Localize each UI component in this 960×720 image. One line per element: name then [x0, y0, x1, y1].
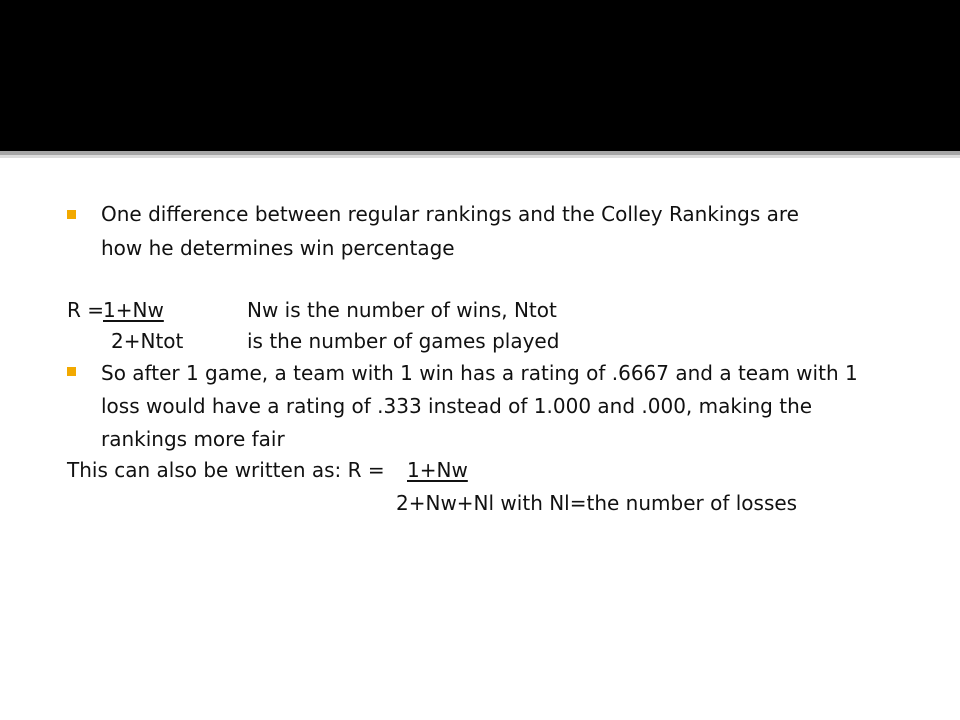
formula1-numerator: 1+Nw: [103, 298, 164, 322]
bullet2-line1: So after 1 game, a team with 1 win has a rating of .6667 and a team with 1: [101, 361, 858, 385]
bullet-square-icon: [67, 210, 76, 219]
formula2-denominator-line: 2+Nw+Nl with Nl=the number of losses: [396, 491, 798, 515]
formula2-numerator: 1+Nw: [407, 458, 468, 482]
formula1-denominator: 2+Ntot: [111, 329, 184, 353]
bullet1-line2: how he determines win percentage: [101, 236, 455, 260]
bullet1-line1: One difference between regular rankings and the Colley Rankings are: [101, 202, 799, 226]
formula2-lead: This can also be written as: R =: [67, 458, 385, 482]
bullet2-line3: rankings more fair: [101, 427, 285, 451]
bullet2-line2: loss would have a rating of .333 instead of 1.000 and .000, making the: [101, 394, 813, 418]
formula1-description-line2: is the number of games played: [247, 329, 560, 353]
formula1-description-line1: Nw is the number of wins, Ntot: [247, 298, 557, 322]
bullet-square-icon: [67, 367, 76, 376]
formula1-lhs: R =: [67, 298, 105, 322]
